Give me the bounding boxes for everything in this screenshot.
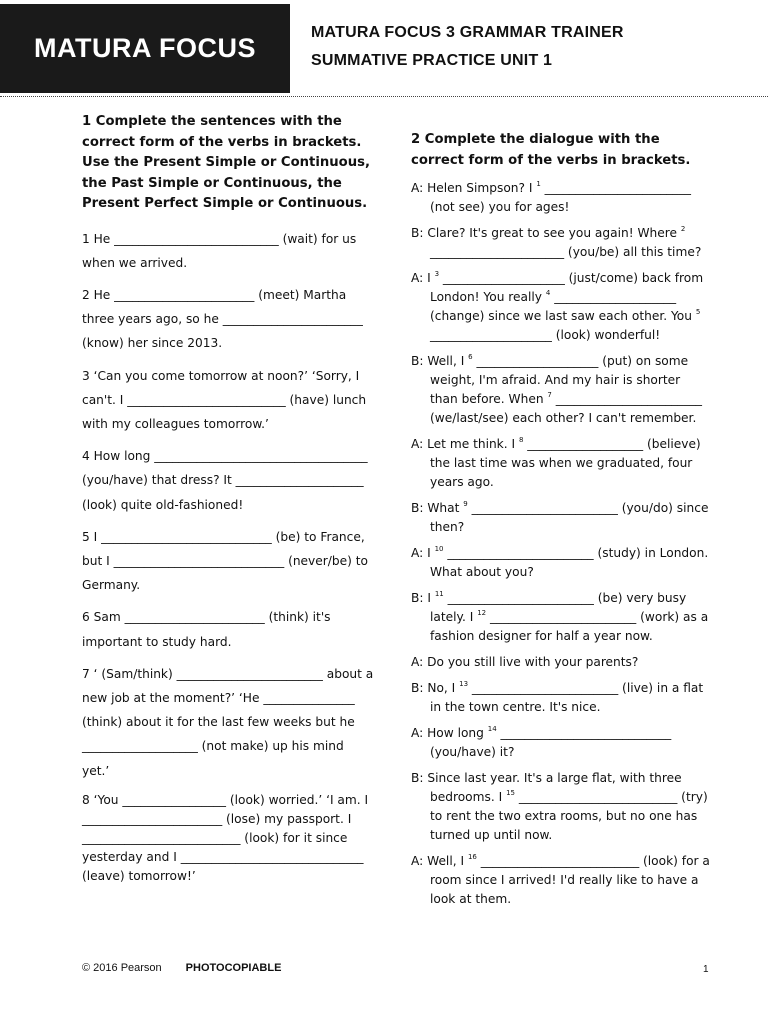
task1-column [82, 112, 374, 886]
dialogue-line-7: A: I $^{10}$ ________________________ (study) in London. What about you? [411, 544, 709, 579]
task2-column [411, 130, 711, 909]
dialogue-line-10: B: No, I $^{13}$ ________________________ (live) in a flat in the town centre. It's nice. [411, 679, 704, 714]
worksheet-header [311, 19, 751, 75]
dialogue-line-1: A: Helen Simpson? I $^1$ ________________________ (not see) you for ages! [411, 179, 691, 214]
task1-item-2: 2 He _______________________ (meet) Martha three years ago, so he _______________________ (know) her since 2013. [82, 287, 363, 351]
task1-item-4: 4 How long ___________________________________ (you/have) that dress? It _____________________ (look) quite old-fashioned! [82, 449, 368, 512]
dialogue-line-4: B: Well, I $^6$ ____________________ (put) on some weight, I'm afraid. And my hair is shorter than before. When $^7$ ________________________ (we/last/see) each other? I can't remember. [411, 352, 703, 425]
task1-item-1: 1 He ___________________________ (wait) for us when we arrived. [82, 231, 357, 270]
matura-focus-logo: MATURA FOCUS [0, 4, 290, 93]
dialogue-line-8: B: I $^{11}$ ________________________ (be) very busy lately. I $^{12}$ ________________________ (work) as a fashion designer for half a year now. [411, 589, 709, 643]
task1-item-3: 3 ‘Can you come tomorrow at noon?’ ‘Sorry, I can't. I __________________________ (have) lunch with my colleagues tomorrow.’ [82, 368, 367, 431]
dialogue-line-13: A: Well, I $^{16}$ __________________________ (look) for a room since I arrived! I'd really like to have a look at them. [411, 852, 710, 906]
dialogue-line-3: A: I $^3$ ____________________ (just/come) back from London! You really $^4$ ____________________ (change) since we last saw each other. You $^5$ ____________________ (look) wonderful! [411, 269, 704, 342]
dialogue-line-6: B: What $^9$ ________________________ (you/do) since then? [411, 499, 709, 534]
page-footer [82, 962, 281, 974]
copyright-text: © 2016 Pearson [82, 962, 162, 974]
dialogue-line-2: B: Clare? It's great to see you again! Where $^2$ ______________________ (you/be) all this time? [411, 224, 702, 259]
page-number: 1 [703, 964, 709, 975]
header-title-line1: MATURA FOCUS 3 GRAMMAR TRAINER [311, 24, 624, 41]
task1-item-8: 8 ‘You _________________ (look) worried.’ ‘I am. I _______________________ (lose) my passport. I __________________________ (look) for it since yesterday and I ______________________________ (leave) tomorrow!’ [82, 792, 369, 883]
dialogue-line-11: A: How long $^{14}$ ____________________________ (you/have) it? [411, 724, 672, 759]
header-divider [0, 96, 768, 97]
header-title-line2: SUMMATIVE PRACTICE UNIT 1 [311, 52, 553, 69]
task1-item-5: 5 I ____________________________ (be) to France, but I ____________________________ (never/be) to Germany. [82, 529, 368, 593]
task1-item-6: 6 Sam _______________________ (think) it's important to study hard. [82, 610, 331, 649]
task1-instructions: 1 Complete the sentences with the correct form of the verbs in brackets. Use the Present Simple or Continuous, the Past Simple or Continuous, the Present Perfect Simple or Continuous. [82, 114, 370, 211]
dialogue-line-9: A: Do you still live with your parents? [411, 655, 639, 669]
dialogue-line-5: A: Let me think. I $^8$ ___________________ (believe) the last time was when we graduated, four years ago. [411, 435, 701, 489]
photocopiable-label: PHOTOCOPIABLE [185, 962, 282, 974]
task1-item-7: 7 ‘ (Sam/think) ________________________ about a new job at the moment?’ ‘He _______________ (think) about it for the last few weeks but he ___________________ (not make) up his mind yet.’ [82, 666, 374, 778]
dialogue-line-12: B: Since last year. It's a large flat, with three bedrooms. I $^{15}$ __________________________ (try) to rent the two extra rooms, but no one has turned up until now. [411, 771, 708, 842]
task2-instructions: 2 Complete the dialogue with the correct form of the verbs in brackets. [411, 132, 691, 168]
